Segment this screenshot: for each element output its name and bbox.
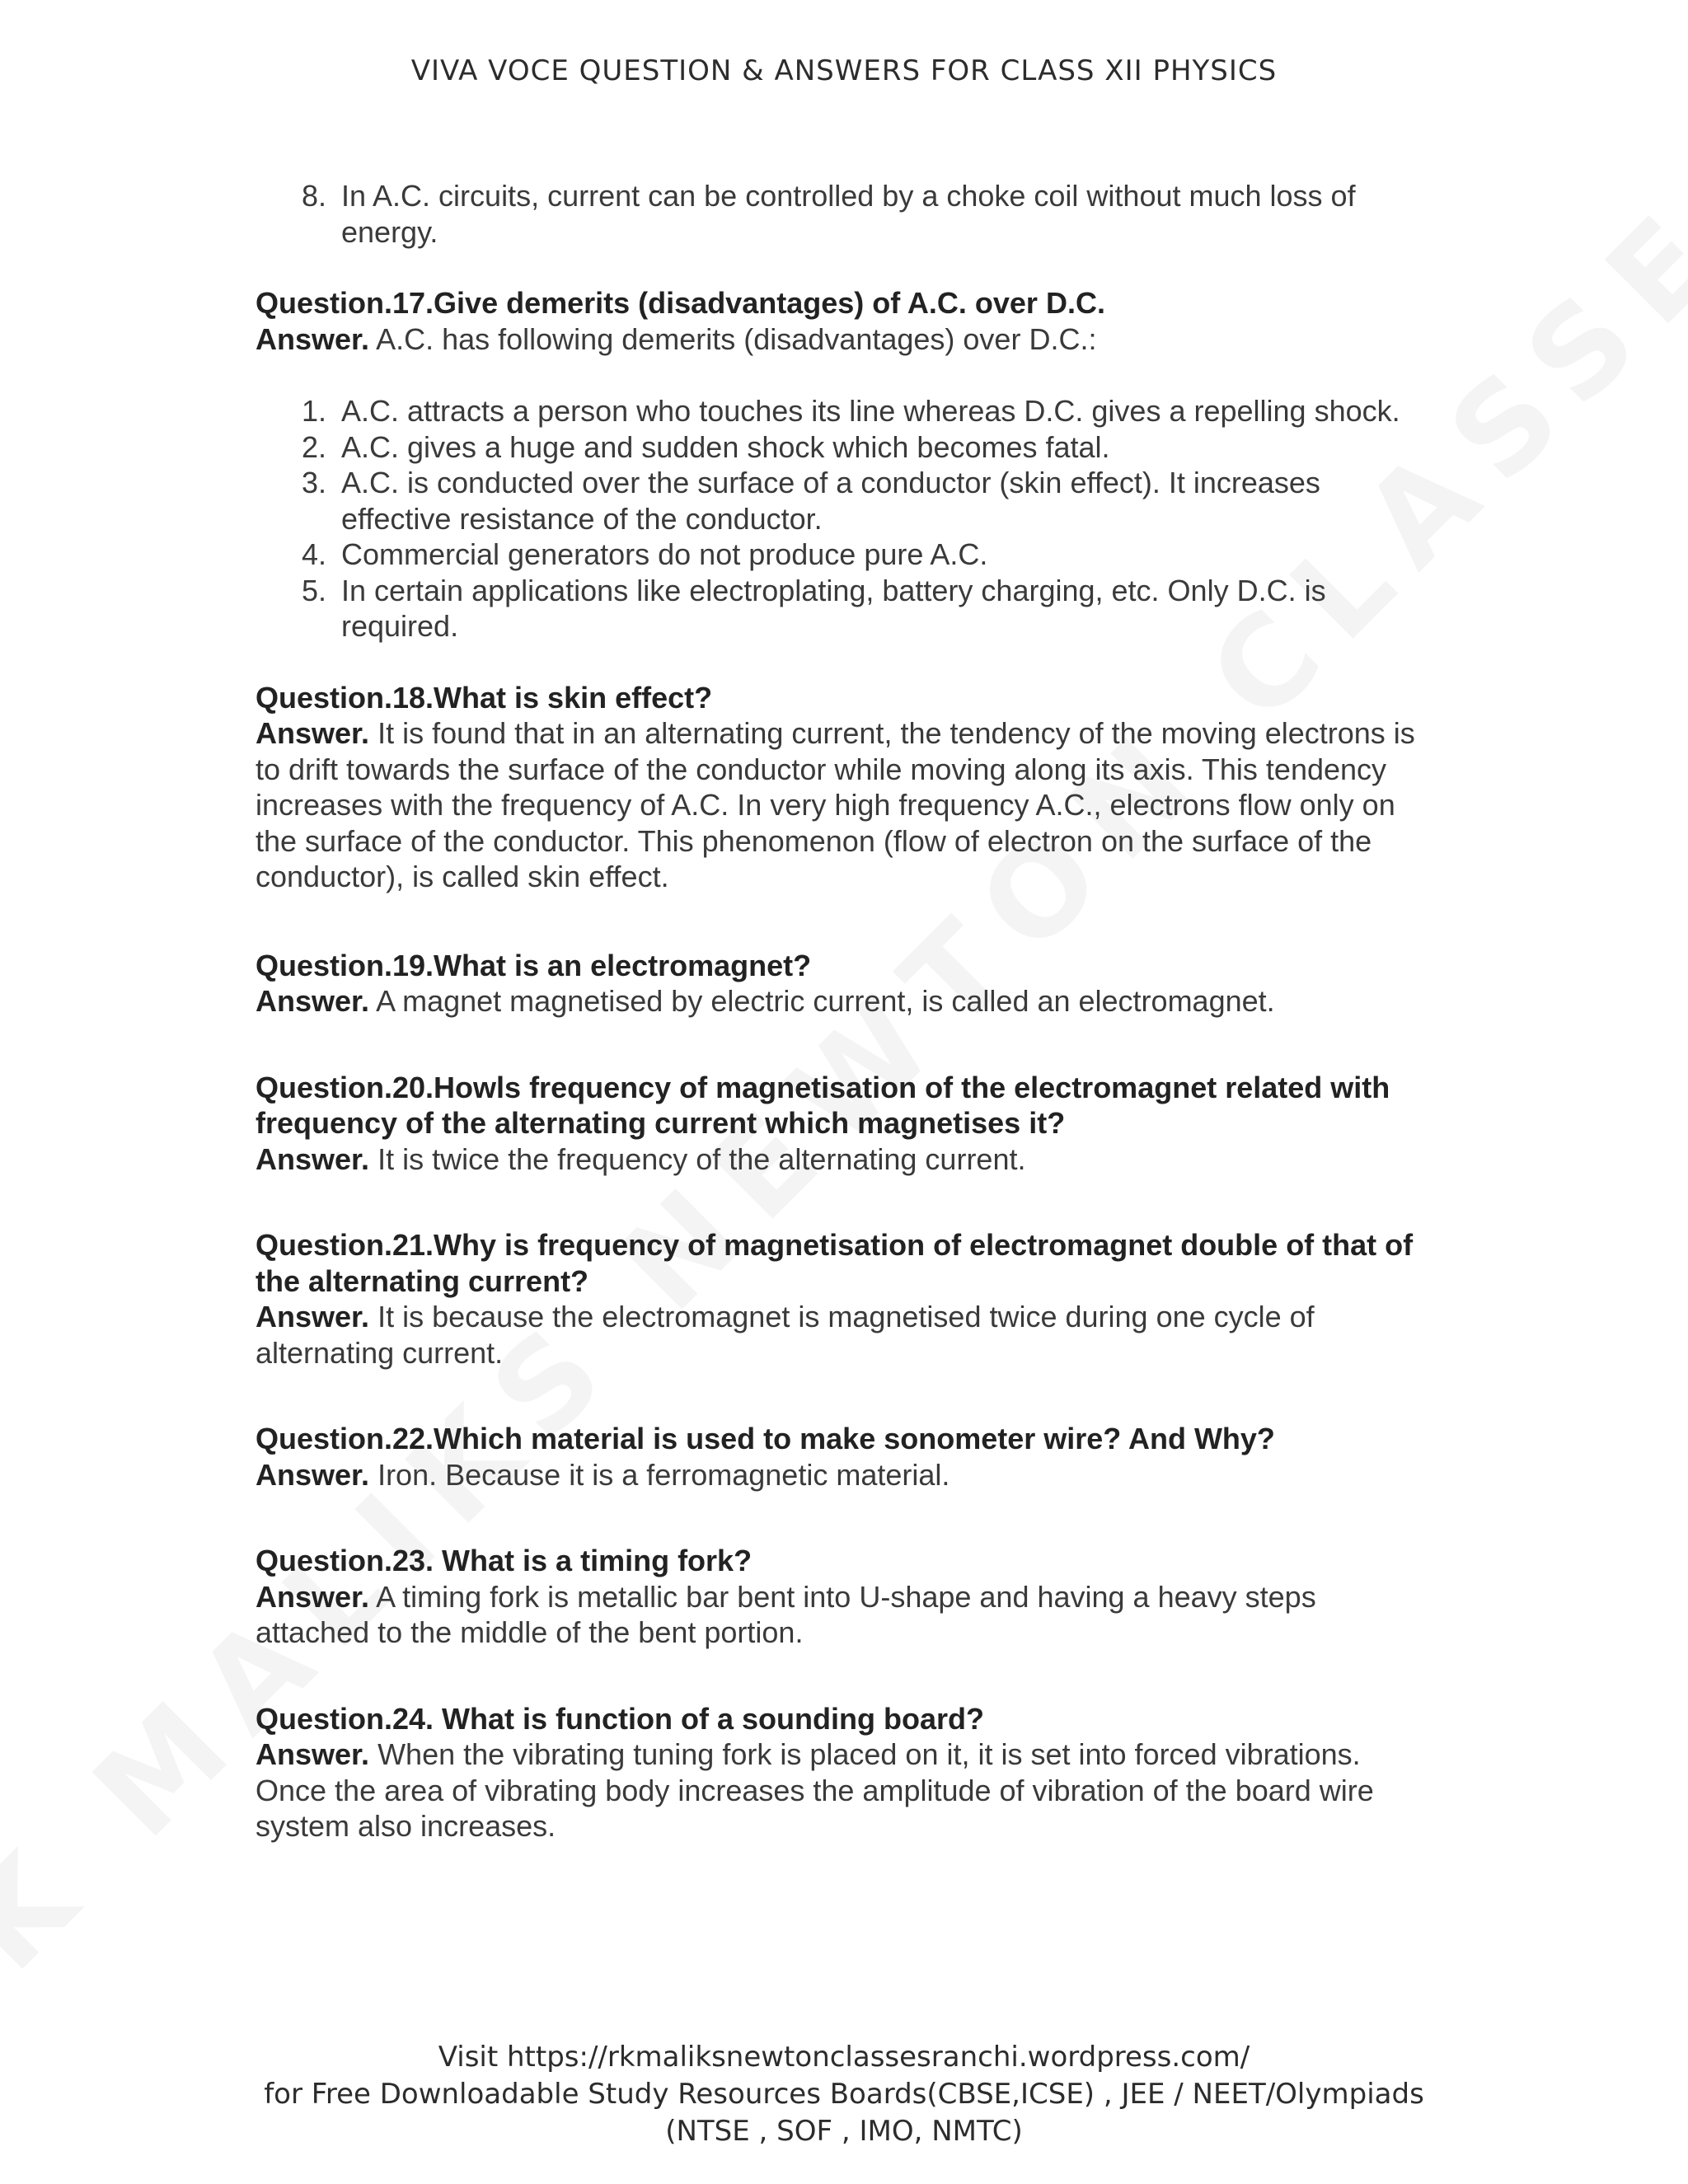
demerits-list [256, 393, 1434, 644]
question-19-block [256, 948, 1434, 1019]
question-18-block [256, 680, 1434, 895]
answer [256, 1299, 1434, 1371]
question-17-block [256, 285, 1434, 644]
question-heading: Question.23. What is a timing fork? [256, 1544, 753, 1577]
answer-label: Answer. [256, 1141, 370, 1176]
document-body [256, 178, 1434, 1844]
list-item: 8. In A.C. circuits, current can be controlled by a choke coil without much loss of energy. [335, 178, 1434, 250]
answer [256, 1579, 1434, 1651]
list-item: 4. Commercial generators do not produce pure A.C. [335, 537, 1434, 573]
answer [256, 1141, 1434, 1178]
answer [256, 715, 1434, 895]
question-22-block [256, 1421, 1434, 1493]
question-heading: Question.20.Howls frequency of magnetisation of the electromagnet related with frequency of the alternating current which magnetises it? [256, 1070, 1390, 1140]
answer-text: When the vibrating tuning fork is placed on it, it is set into forced vibrations. Once the area of vibrating body increases the amplitude of vibration of the board wire system also increases. [256, 1737, 1374, 1843]
answer-text: It is found that in an alternating current, the tendency of the moving electrons is to drift towards the surface of the conductor while moving along its axis. This tendency increases with the frequency of A.C. In very high frequency A.C., electrons flow only on the surface of the conductor. This phenomenon (flow of electron on the surface of the conductor), is called skin effect. [256, 716, 1415, 893]
answer-label: Answer. [256, 1579, 370, 1614]
footer-resources-line: for Free Downloadable Study Resources Boards(CBSE,ICSE) , JEE / NEET/Olympiads [264, 2078, 1424, 2111]
list-item: 3. A.C. is conducted over the surface of a conductor (skin effect). It increases effective resistance of the conductor. [335, 465, 1434, 537]
question-heading: Question.18.What is skin effect? [256, 680, 713, 715]
answer [256, 321, 1434, 358]
question-heading: Question.19.What is an electromagnet? [256, 948, 812, 982]
list-continuation [256, 178, 1434, 250]
answer-text: Iron. Because it is a ferromagnetic material. [369, 1457, 950, 1492]
question-24-block [256, 1701, 1434, 1844]
question-heading: Question.17.Give demerits (disadvantages) of A.C. over D.C. [256, 286, 1105, 320]
answer [256, 983, 1434, 1019]
list-item: 5. In certain applications like electroplating, battery charging, etc. Only D.C. is required. [335, 573, 1434, 644]
question-heading: Question.21.Why is frequency of magnetisation of electromagnet double of that of the alternating current? [256, 1228, 1414, 1298]
answer-text: A magnet magnetised by electric current, is called an electromagnet. [369, 984, 1275, 1018]
answer-text: A timing fork is metallic bar bent into U-shape and having a heavy steps attached to the middle of the bent portion. [256, 1579, 1316, 1649]
answer-label: Answer. [256, 1300, 370, 1333]
question-heading: Question.24. What is function of a sounding board? [256, 1701, 984, 1736]
answer-label: Answer. [256, 1457, 370, 1492]
answer-text: It is because the electromagnet is magnetised twice during one cycle of alternating current. [256, 1300, 1315, 1370]
answer-label: Answer. [256, 1737, 370, 1771]
list-item: 1. A.C. attracts a person who touches its line whereas D.C. gives a repelling shock. [335, 393, 1434, 429]
list-item: 2. A.C. gives a huge and sudden shock which becomes fatal. [335, 429, 1434, 466]
answer-label: Answer. [256, 984, 370, 1018]
question-20-block [256, 1070, 1434, 1178]
answer [256, 1736, 1434, 1844]
page-footer [0, 2039, 1688, 2150]
footer-visit-line: Visit https://rkmaliksnewtonclassesranchi.wordpress.com/ [438, 2041, 1250, 2074]
footer-exams-line: (NTSE , SOF , IMO, NMTC) [665, 2115, 1023, 2148]
answer-text: It is twice the frequency of the alternating current. [369, 1141, 1026, 1176]
answer-label: Answer. [256, 716, 370, 750]
answer [256, 1457, 1434, 1493]
answer-label: Answer. [256, 321, 370, 356]
answer-text: A.C. has following demerits (disadvantages) over D.C.: [369, 321, 1097, 356]
question-heading: Question.22.Which material is used to make sonometer wire? And Why? [256, 1422, 1275, 1455]
question-23-block [256, 1543, 1434, 1651]
page-header: VIVA VOCE QUESTION & ANSWERS FOR CLASS XII PHYSICS [410, 54, 1278, 87]
question-21-block [256, 1227, 1434, 1371]
